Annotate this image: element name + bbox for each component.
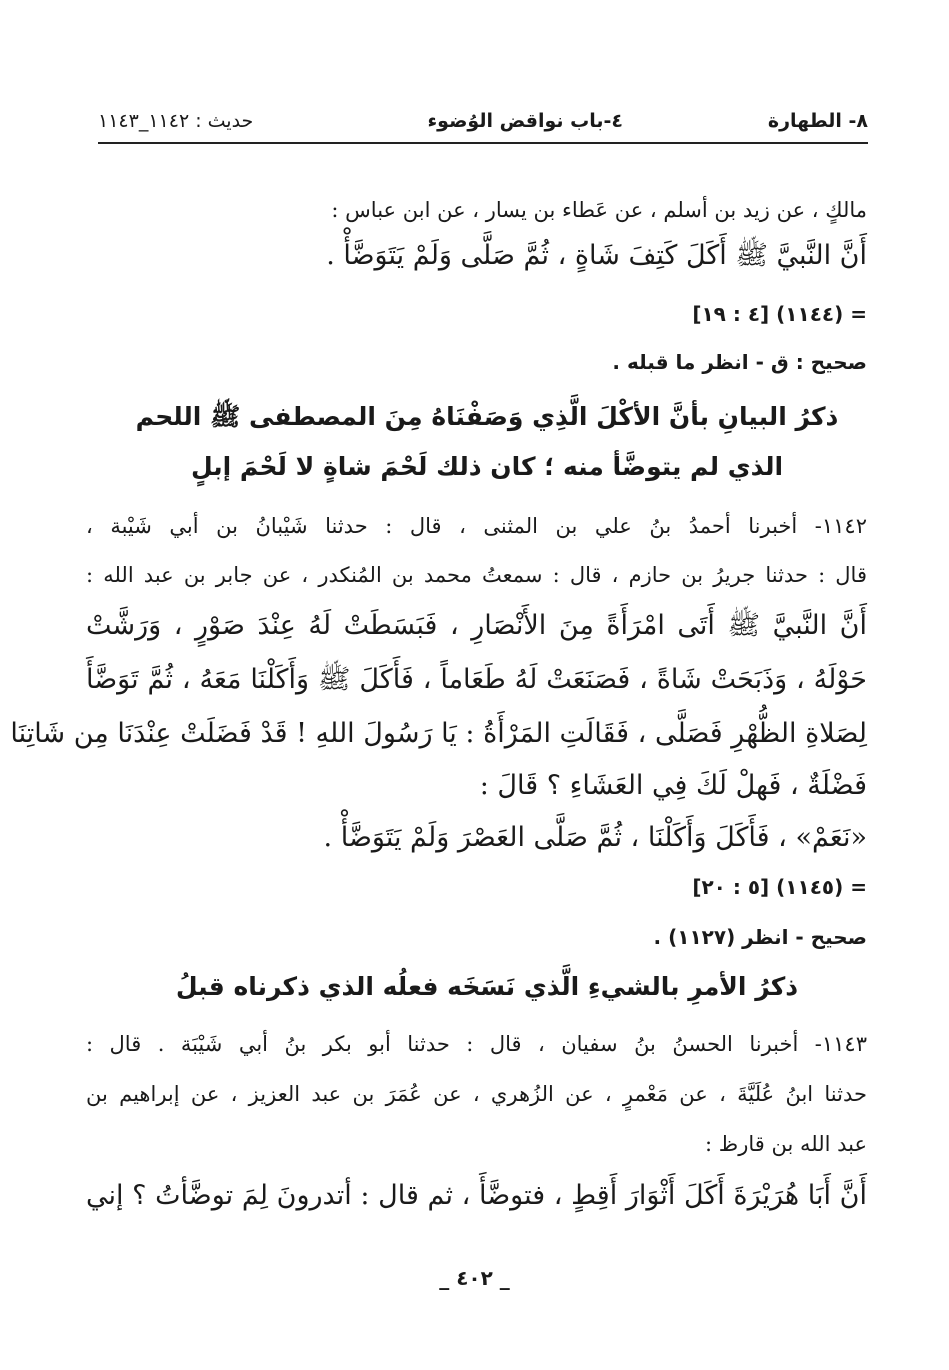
text-line-1: مالكٍ ، عن زيد بن أسلم ، عن عَطاء بن يسار ، عن ابن عباس : bbox=[331, 198, 867, 222]
cross-reference: = (١١٤٤) [٤ : ١٩] bbox=[692, 302, 867, 326]
page-number: _ ٤٠٢ _ bbox=[439, 1266, 510, 1290]
section-title: ٤-باب نواقض الوُضوء bbox=[427, 110, 623, 132]
isnad-line-3: عبد الله بن قارظ : bbox=[705, 1132, 867, 1156]
hadith-text-line: فَضْلَةٌ ، فَهلْ لَكَ فِي العَشَاءِ ؟ قَالَ : bbox=[479, 770, 867, 801]
hadith-text-line: أَنَّ أَبَا هُرَيْرَةَ أَكَلَ أَثْوَارَ أَقِطٍ ، فتوضَّأَ ، ثم قال : أتدرونَ لِمَ توضَّأتُ ؟ إني bbox=[86, 1180, 867, 1211]
hadith-text-line: لِصَلاةِ الظُّهْرِ فَصَلَّى ، فَقَالَتِ المَرْأَةُ : يَا رَسُولَ اللهِ ! قَدْ فَضَلَتْ عِنْدَنَا مِن شَاتِنَا bbox=[10, 718, 867, 749]
chapter-title: ٨- الطهارة bbox=[767, 110, 868, 132]
cross-reference: = (١١٤٥) [٥ : ٢٠] bbox=[692, 875, 867, 899]
isnad-line-2: قال : حدثنا جريرُ بن حازم ، قال : سمعتُ محمد بن المُنكدر ، عن جابر بن عبد الله : bbox=[86, 563, 867, 587]
hadith-text-line: حَوْلَهُ ، وَذَبَحَتْ شَاةً ، فَصَنَعَتْ لَهُ طَعَاماً ، فَأَكَلَ ﷺ وَأَكَلْنَا مَعَهُ ، ثُمَّ تَوَضَّأَ bbox=[86, 664, 867, 695]
isnad-line-1: ١١٤٣- أخبرنا الحسنُ بنُ سفيان ، قال : حدثنا أبو بكر بنُ أبي شَيْبَة . قال : bbox=[86, 1032, 867, 1056]
hadith-text-line: أَنَّ النَّبيَّ ﷺ أَتَى امْرَأَةً مِنَ الأَنْصَارِ ، فَبَسَطَتْ لَهُ عِنْدَ صَوْرٍ ، وَرَشَّتْ bbox=[86, 610, 867, 641]
chapter-heading-line-2: الذي لم يتوضَّأ منه ؛ كان ذلك لَحْمَ شاةٍ لا لَحْمَ إبلٍ bbox=[190, 452, 784, 481]
running-header bbox=[98, 106, 868, 144]
hadith-text-line: أَنَّ النَّبيَّ ﷺ أَكَلَ كَتِفَ شَاةٍ ، ثُمَّ صَلَّى وَلَمْ يَتَوَضَّأْ . bbox=[326, 240, 867, 271]
grading-note: صحيح - انظر (١١٢٧) . bbox=[653, 925, 867, 949]
chapter-heading-line-1: ذكرُ البيانِ بأنَّ الأكْلَ الَّذِي وَصَفْنَاهُ مِنَ المصطفى ﷺ اللحم bbox=[135, 402, 839, 431]
isnad-line-1: ١١٤٢- أخبرنا أحمدُ بنُ علي بن المثنى ، قال : حدثنا شَيْبانُ بن أبي شَيْبة ، bbox=[86, 514, 867, 538]
hadith-range: حديث : ١١٤٢_١١٤٣ bbox=[98, 110, 254, 132]
grading-note: صحيح : ق - انظر ما قبله . bbox=[612, 350, 867, 374]
chapter-heading: ذكرُ الأمرِ بالشيءِ الَّذي نَسَخَه فعلُه الذي ذكرناه قبلُ bbox=[175, 972, 799, 1001]
hadith-text-line: «نَعَمْ» ، فَأَكَلَ وَأَكَلْنَا ، ثُمَّ صَلَّى العَصْرَ وَلَمْ يَتَوَضَّأْ . bbox=[323, 822, 867, 853]
isnad-line-2: حدثنا ابنُ عُلَيَّةَ ، عن مَعْمرٍ ، عن الزُهري ، عن عُمَرَ بن عبد العزيز ، عن إبراهيم بن bbox=[86, 1082, 867, 1106]
